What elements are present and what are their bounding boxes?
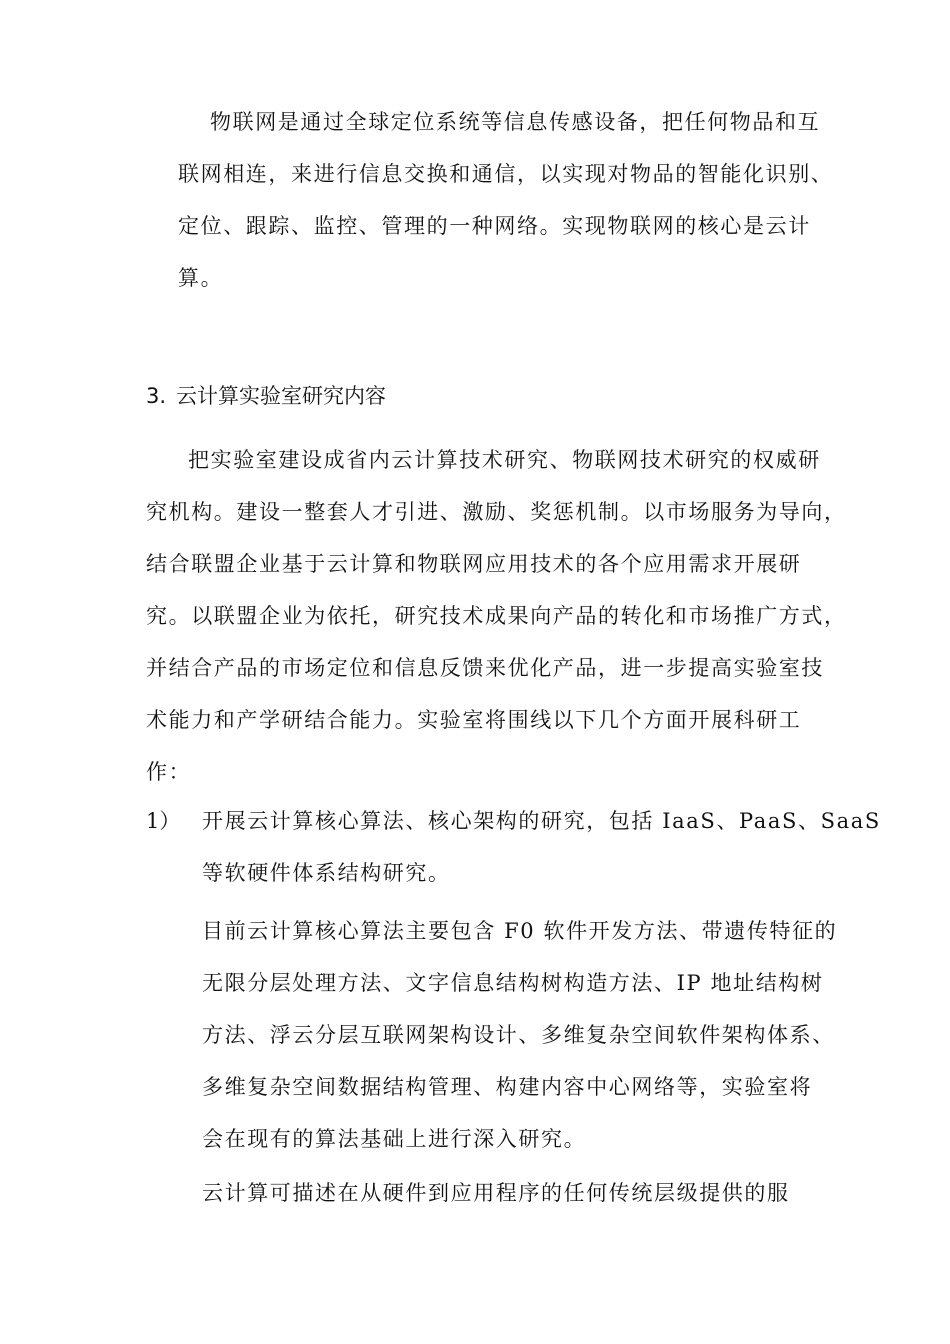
paragraph-line: 多维复杂空间数据结构管理、构建内容中心网络等，实验室将 — [202, 1075, 813, 1099]
section-heading — [146, 380, 386, 412]
cloud-paragraph — [202, 1167, 822, 1219]
paragraph-line: 并结合产品的市场定位和信息反馈来优化产品，进一步提高实验室技 — [146, 656, 824, 680]
paragraph-line: 作： — [146, 760, 192, 784]
paragraph-line: 算。 — [178, 266, 224, 290]
paragraph-line: 结合联盟企业基于云计算和物联网应用技术的各个应用需求开展研 — [146, 552, 802, 576]
paragraph-line: 定位、跟踪、监控、管理的一种网络。实现物联网的核心是云计 — [178, 214, 811, 238]
paragraph-line: 联网相连，来进行信息交换和通信，以实现对物品的智能化识别、 — [178, 162, 834, 186]
paragraph-line: 等软硬件体系结构研究。 — [202, 861, 451, 885]
paragraph-line: 目前云计算核心算法主要包含 F0 软件开发方法、带遗传特征的 — [202, 919, 838, 943]
lab-paragraph — [146, 434, 847, 798]
paragraph-line: 云计算可描述在从硬件到应用程序的任何传统层级提供的服 — [202, 1181, 790, 1205]
paragraph-line: 物联网是通过全球定位系统等信息传感设备，把任何物品和互 — [210, 110, 821, 134]
paragraph-line: 会在现有的算法基础上进行深入研究。 — [202, 1127, 587, 1151]
paragraph-line: 究机构。建设一整套人才引进、激励、奖惩机制。以市场服务为导向， — [146, 500, 847, 524]
paragraph-line: 开展云计算核心算法、核心架构的研究，包括 IaaS、PaaS、SaaS — [202, 809, 881, 833]
paragraph-line: 究。以联盟企业为依托，研究技术成果向产品的转化和市场推广方式， — [146, 604, 847, 628]
paragraph-line: 术能力和产学研结合能力。实验室将围线以下几个方面开展科研工 — [146, 708, 802, 732]
paragraph-line: 方法、浮云分层互联网架构设计、多维复杂空间软件架构体系、 — [202, 1023, 835, 1047]
algorithm-paragraph — [202, 905, 838, 1165]
section-number: 3. — [146, 384, 167, 408]
list-marker: 1） — [146, 809, 181, 833]
section-title: 云计算实验室研究内容 — [176, 384, 386, 408]
paragraph-line: 把实验室建设成省内云计算技术研究、物联网技术研究的权威研 — [188, 448, 821, 472]
intro-paragraph — [178, 96, 834, 304]
list-item-text — [202, 795, 881, 899]
paragraph-line: 无限分层处理方法、文字信息结构树构造方法、IP 地址结构树 — [202, 971, 824, 995]
